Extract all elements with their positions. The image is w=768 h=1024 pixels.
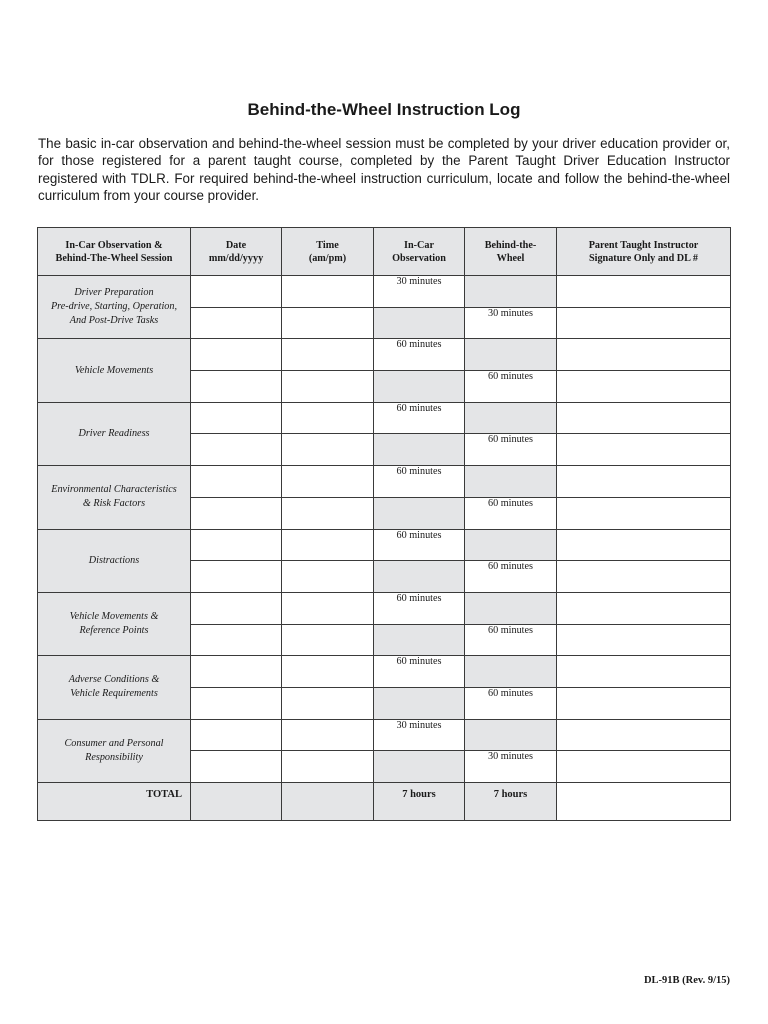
session-name-line: Driver Readiness (78, 427, 150, 439)
in-car-minutes: 30 minutes (374, 276, 465, 308)
header-in-car-observation: In-Car Observation (374, 228, 465, 276)
date-field[interactable] (191, 719, 282, 751)
header-signature: Parent Taught Instructor Signature Only and DL # (557, 228, 731, 276)
time-field[interactable] (282, 402, 374, 434)
session-name-line: Environmental Characteristics (51, 484, 177, 496)
signature-field[interactable] (557, 339, 731, 371)
behind-the-wheel-minutes: 60 minutes (465, 624, 557, 656)
time-field[interactable] (282, 561, 374, 593)
in-car-minutes: 60 minutes (374, 592, 465, 624)
signature-field[interactable] (557, 561, 731, 593)
signature-field[interactable] (557, 529, 731, 561)
signature-field[interactable] (557, 466, 731, 498)
behind-the-wheel-minutes: 30 minutes (465, 751, 557, 783)
session-name-line: Responsibility (85, 751, 143, 763)
total-date-blank (191, 783, 282, 821)
session-name-line: Vehicle Movements (74, 364, 154, 376)
time-field[interactable] (282, 529, 374, 561)
header-behind-the-wheel: Behind-the- Wheel (465, 228, 557, 276)
date-field[interactable] (191, 561, 282, 593)
session-name-line: & Risk Factors (82, 498, 146, 510)
time-field[interactable] (282, 497, 374, 529)
total-time-blank (282, 783, 374, 821)
signature-field[interactable] (557, 592, 731, 624)
signature-field[interactable] (557, 624, 731, 656)
date-field[interactable] (191, 529, 282, 561)
session-name (38, 466, 191, 529)
behind-the-wheel-blank (465, 656, 557, 688)
header-session: In-Car Observation & Behind-The-Wheel Session (38, 228, 191, 276)
time-field[interactable] (282, 687, 374, 719)
in-car-blank (374, 307, 465, 339)
time-field[interactable] (282, 592, 374, 624)
time-field[interactable] (282, 434, 374, 466)
session-name (38, 656, 191, 719)
table-row (38, 592, 731, 624)
date-field[interactable] (191, 497, 282, 529)
date-field[interactable] (191, 339, 282, 371)
in-car-blank (374, 371, 465, 403)
date-field[interactable] (191, 592, 282, 624)
signature-field[interactable] (557, 371, 731, 403)
signature-field[interactable] (557, 719, 731, 751)
behind-the-wheel-blank (465, 276, 557, 308)
in-car-minutes: 60 minutes (374, 529, 465, 561)
session-name (38, 592, 191, 655)
signature-field[interactable] (557, 307, 731, 339)
behind-the-wheel-minutes: 60 minutes (465, 561, 557, 593)
session-name (38, 719, 191, 782)
instruction-log-table (37, 227, 731, 821)
signature-field[interactable] (557, 434, 731, 466)
behind-the-wheel-blank (465, 402, 557, 434)
date-field[interactable] (191, 466, 282, 498)
date-field[interactable] (191, 624, 282, 656)
table-row (38, 466, 731, 498)
time-field[interactable] (282, 466, 374, 498)
total-behind-the-wheel: 7 hours (465, 783, 557, 821)
intro-paragraph: The basic in-car observation and behind-the-wheel session must be completed by your driver education provider or, for those registered for a parent taught course, completed by the Parent Taught Driver Education Instructor registered with TDLR. For required behind-the-wheel instruction curriculum, locate and follow the behind-the-wheel curriculum from your course provider. (38, 136, 730, 204)
header-time: Time (am/pm) (282, 228, 374, 276)
total-in-car: 7 hours (374, 783, 465, 821)
time-field[interactable] (282, 624, 374, 656)
total-label: TOTAL (38, 783, 191, 821)
signature-field[interactable] (557, 497, 731, 529)
in-car-blank (374, 497, 465, 529)
table-row (38, 402, 731, 434)
session-name-line: Reference Points (79, 625, 149, 637)
table-row (38, 719, 731, 751)
signature-field[interactable] (557, 687, 731, 719)
date-field[interactable] (191, 276, 282, 308)
session-name (38, 276, 191, 339)
table-header-row (38, 228, 731, 276)
time-field[interactable] (282, 276, 374, 308)
session-name-line: And Post-Drive Tasks (69, 315, 159, 327)
in-car-blank (374, 687, 465, 719)
in-car-minutes: 30 minutes (374, 719, 465, 751)
behind-the-wheel-minutes: 30 minutes (465, 307, 557, 339)
form-number: DL-91B (Rev. 9/15) (643, 975, 730, 986)
header-date: Date mm/dd/yyyy (191, 228, 282, 276)
session-name (38, 339, 191, 402)
behind-the-wheel-blank (465, 592, 557, 624)
date-field[interactable] (191, 656, 282, 688)
date-field[interactable] (191, 434, 282, 466)
behind-the-wheel-minutes: 60 minutes (465, 434, 557, 466)
session-name-line: Driver Preparation (74, 287, 154, 299)
behind-the-wheel-minutes: 60 minutes (465, 497, 557, 529)
signature-field[interactable] (557, 276, 731, 308)
signature-field[interactable] (557, 751, 731, 783)
session-name-line: Pre-drive, Starting, Operation, (50, 301, 178, 313)
signature-field[interactable] (557, 656, 731, 688)
date-field[interactable] (191, 402, 282, 434)
in-car-blank (374, 624, 465, 656)
session-name-line: Distractions (88, 554, 140, 566)
session-name (38, 402, 191, 465)
session-name (38, 529, 191, 592)
total-row (38, 783, 731, 821)
date-field[interactable] (191, 687, 282, 719)
in-car-blank (374, 434, 465, 466)
date-field[interactable] (191, 307, 282, 339)
in-car-blank (374, 561, 465, 593)
table-row (38, 529, 731, 561)
signature-field[interactable] (557, 402, 731, 434)
table-row (38, 276, 731, 308)
time-field[interactable] (282, 656, 374, 688)
time-field[interactable] (282, 371, 374, 403)
total-signature-blank (557, 783, 731, 821)
in-car-blank (374, 751, 465, 783)
time-field[interactable] (282, 751, 374, 783)
behind-the-wheel-minutes: 60 minutes (465, 687, 557, 719)
in-car-minutes: 60 minutes (374, 466, 465, 498)
session-name-line: Consumer and Personal (64, 737, 164, 749)
behind-the-wheel-blank (465, 339, 557, 371)
time-field[interactable] (282, 339, 374, 371)
in-car-minutes: 60 minutes (374, 656, 465, 688)
behind-the-wheel-minutes: 60 minutes (465, 371, 557, 403)
time-field[interactable] (282, 307, 374, 339)
session-name-line: Vehicle Requirements (70, 688, 158, 700)
table-row (38, 656, 731, 688)
page-title: Behind-the-Wheel Instruction Log (247, 100, 521, 119)
in-car-minutes: 60 minutes (374, 339, 465, 371)
behind-the-wheel-blank (465, 529, 557, 561)
in-car-minutes: 60 minutes (374, 402, 465, 434)
behind-the-wheel-blank (465, 466, 557, 498)
time-field[interactable] (282, 719, 374, 751)
session-name-line: Adverse Conditions & (68, 674, 160, 686)
behind-the-wheel-blank (465, 719, 557, 751)
session-name-line: Vehicle Movements & (69, 611, 159, 623)
date-field[interactable] (191, 371, 282, 403)
table-row (38, 339, 731, 371)
date-field[interactable] (191, 751, 282, 783)
